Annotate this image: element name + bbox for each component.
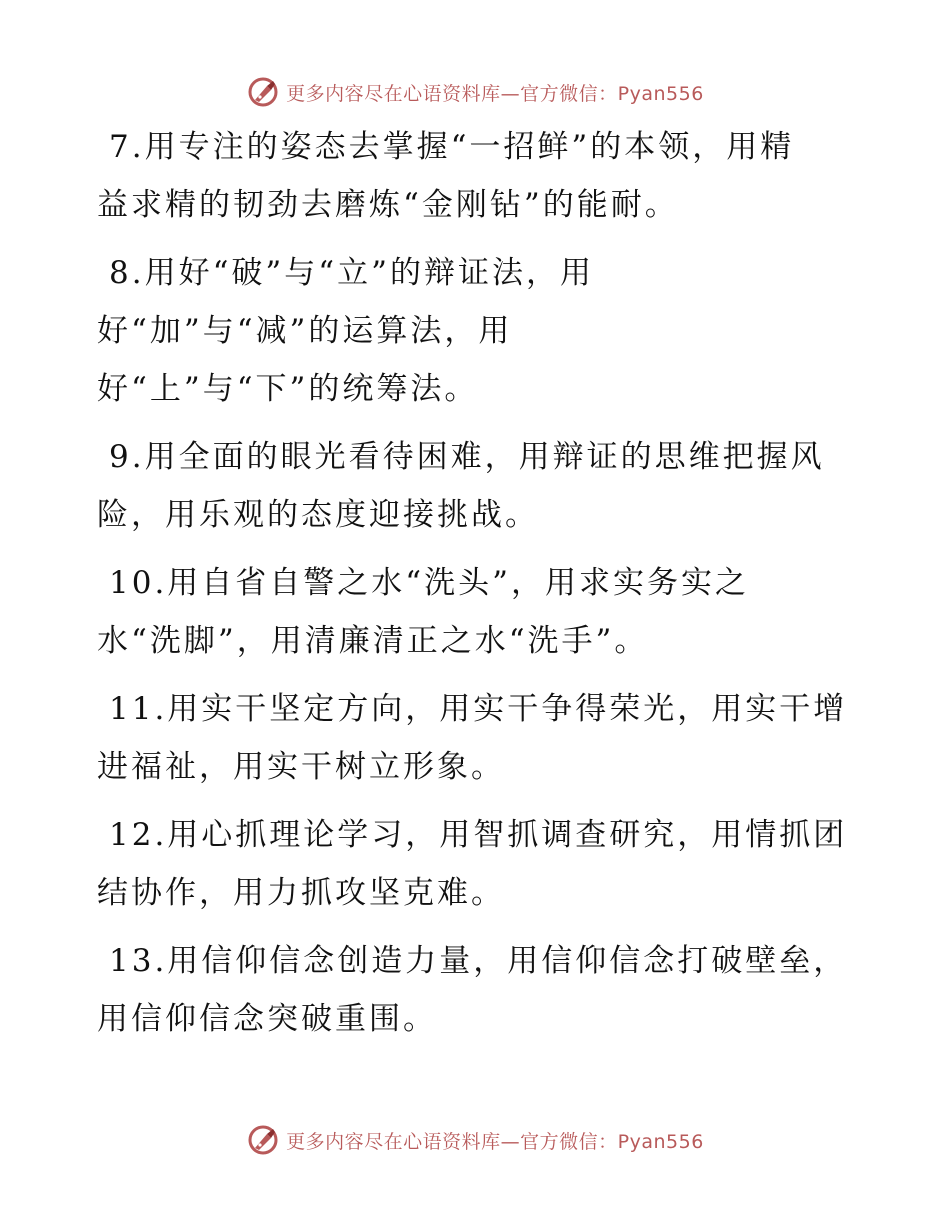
paragraph-line: 益求精的韧劲去磨炼“金刚钻”的能耐。	[97, 187, 679, 223]
paragraph-line: 11.用实干坚定方向，用实干争得荣光，用实干增	[109, 691, 848, 727]
footer-banner	[0, 1120, 950, 1160]
paragraph-7	[97, 118, 857, 234]
paragraph-line: 7.用专注的姿态去掌握“一招鲜”的本领，用精	[109, 129, 795, 165]
paragraph-10	[97, 554, 857, 670]
paragraph-line: 8.用好“破”与“立”的辩证法，用	[109, 255, 594, 291]
paragraph-9	[97, 428, 857, 544]
paragraph-line: 好“加”与“减”的运算法，用	[97, 313, 513, 349]
paragraph-8	[97, 244, 857, 418]
pen-nib-logo-icon	[246, 75, 280, 109]
paragraph-line: 10.用自省自警之水“洗头”，用求实务实之	[109, 565, 749, 601]
header-banner	[0, 72, 950, 112]
paragraph-line: 9.用全面的眼光看待困难，用辩证的思维把握风	[109, 439, 825, 475]
paragraph-line: 结协作，用力抓攻坚克难。	[97, 875, 505, 911]
paragraph-12	[97, 806, 857, 922]
pen-nib-logo-icon	[246, 1123, 280, 1157]
paragraph-11	[97, 680, 857, 796]
footer-banner-text: 更多内容尽在心语资料库—官方微信：Pyan556	[286, 1130, 704, 1153]
paragraph-13	[97, 932, 857, 1048]
paragraph-line: 13.用信仰信念创造力量，用信仰信念打破壁垒，	[109, 943, 848, 979]
paragraph-line: 用信仰信念突破重围。	[97, 1001, 437, 1037]
paragraph-line: 12.用心抓理论学习，用智抓调查研究，用情抓团	[109, 817, 848, 853]
header-banner-text: 更多内容尽在心语资料库—官方微信：Pyan556	[286, 82, 704, 105]
document-body	[97, 118, 857, 1058]
paragraph-line: 水“洗脚”，用清廉清正之水“洗手”。	[97, 623, 649, 659]
paragraph-line: 进福祉，用实干树立形象。	[97, 749, 505, 785]
paragraph-line: 好“上”与“下”的统筹法。	[97, 371, 479, 407]
paragraph-line: 险，用乐观的态度迎接挑战。	[97, 497, 539, 533]
